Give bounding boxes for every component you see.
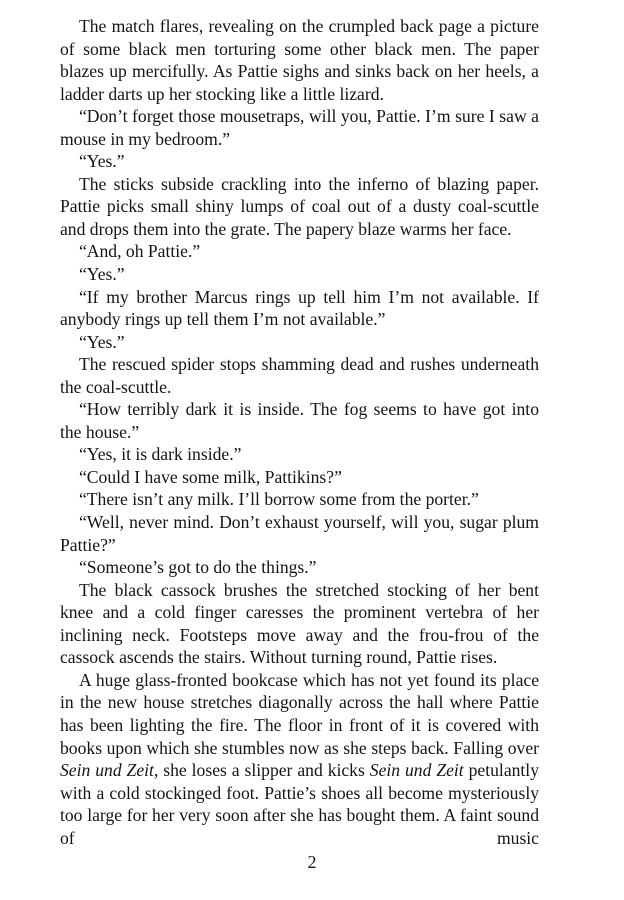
paragraph-never-mind: “Well, never mind. Don’t exhaust yourself, will you, sugar plum Pattie?” (60, 512, 539, 555)
bookcase-text-part-3: petulantly with a cold stockinged foot. Pattie’s shoes all become mysteriously too large for her very soon after she has bought them. A faint sound of music (60, 760, 539, 848)
paragraph-terribly-dark: “How terribly dark it is inside. The fog seems to have got into the house.” (60, 399, 539, 442)
paragraph-brother-marcus: “If my brother Marcus rings up tell him I’m not available. If anybody rings up tell them I’m not available.” (60, 286, 539, 330)
paragraph-match-flares: The match flares, revealing on the crumpled back page a picture of some black men torturing some other black men. The paper blazes up mercifully. As Pattie sighs and sinks back on her heels, a ladder darts up her stocking like a little lizard. (60, 16, 539, 104)
paragraph-mousetraps: “Don’t forget those mousetraps, will you, Pattie. I’m sure I saw a mouse in my bedroom.” (60, 106, 539, 149)
paragraph-sticks-subside: The sticks subside crackling into the inferno of blazing paper. Pattie picks small shiny lumps of coal out of a dusty coal-scuttle and drops them into the grate. The papery blaze warms her face. (60, 173, 539, 239)
paragraph-rescued-spider: The rescued spider stops shamming dead and rushes underneath the coal-scuttle. (60, 354, 539, 397)
paragraph-someones-got-to: “Someone’s got to do the things.” (79, 557, 317, 578)
paragraph-no-milk: “There isn’t any milk. I’ll borrow some from the porter.” (79, 489, 479, 510)
paragraph-black-cassock: The black cassock brushes the stretched stocking of her bent knee and a cold finger caresses the prominent vertebra of her inclining neck. Footsteps move away and the frou-frou of the cassock ascends the stairs. Without turning round, Pattie rises. (60, 579, 539, 668)
body-text (60, 15, 539, 849)
book-title-italic-1: Sein und Zeit (60, 760, 154, 781)
paragraph-and-oh-pattie: “And, oh Pattie.” (79, 241, 201, 262)
paragraph-yes-3: “Yes.” (79, 331, 125, 352)
book-title-italic-2: Sein und Zeit (369, 760, 464, 781)
bookcase-text-part-2: , she loses a slipper and kicks (153, 760, 370, 781)
paragraph-yes-1: “Yes.” (79, 151, 125, 172)
paragraph-bookcase (60, 669, 539, 849)
paragraph-some-milk: “Could I have some milk, Pattikins?” (79, 466, 342, 487)
page-number: 2 (307, 852, 317, 872)
bookcase-text-part-1: A huge glass-fronted bookcase which has not yet found its place in the new house stretches diagonally across the hall where Pattie has been lighting the fire. The floor in front of it is covered with books upon which she stumbles now as she steps back. Falling over (60, 669, 539, 758)
paragraph-dark-inside: “Yes, it is dark inside.” (79, 444, 242, 465)
paragraph-yes-2: “Yes.” (79, 264, 125, 285)
